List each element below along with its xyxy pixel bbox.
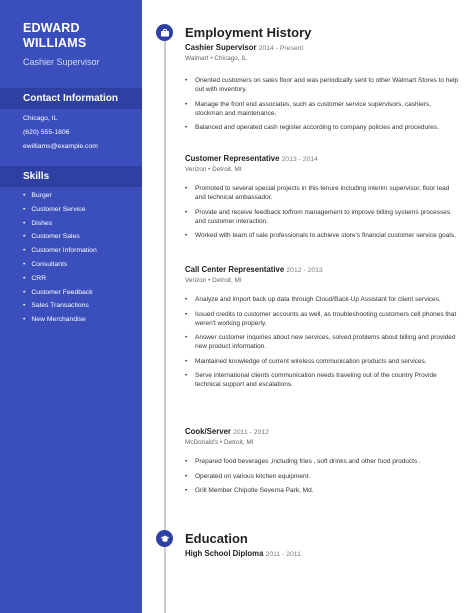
job-bullet: • Answer customer inquiries about new services, solved problems about billing and provided new product information. (185, 333, 460, 351)
education-degree: High School Diploma (185, 549, 264, 558)
job-dates: 2011 - 2012 (233, 429, 269, 436)
skill-item: • Dishes (23, 217, 97, 231)
job-location: Detroit, MI (212, 166, 242, 173)
skill-item: • Consultants (23, 258, 97, 272)
skill-item: • Sales Transactions (23, 299, 97, 313)
contact-email[interactable]: ewilliams@example.com (23, 143, 98, 150)
skill-item: • Customer Service (23, 203, 97, 217)
job-entry (185, 154, 460, 246)
separator-dot: • (208, 277, 213, 284)
job-bullet: • Worked with team of sale professionals to achieve store's financial customer service goals. (185, 231, 460, 240)
job-role: Customer Representative (185, 154, 280, 163)
separator-dot: • (210, 55, 215, 62)
graduation-cap-icon (156, 530, 173, 547)
job-bullet: • Issued credits to customer accounts as well, as troubleshooting customers cell phones that weren't working properly. (185, 310, 460, 328)
job-bullet: • Provide and receive feedback to/from management to improve billing systems processes and customer interaction. (185, 208, 460, 226)
education-entry (185, 549, 460, 560)
candidate-title: Cashier Supervisor (23, 57, 100, 67)
timeline-line (164, 32, 166, 613)
skill-item: • Customer Sales (23, 230, 97, 244)
job-company: Verizon (185, 166, 207, 173)
job-bullet: • Oriented customers on sales floor and was periodically sent to other Walmart Stores to help out with inventory. (185, 76, 460, 94)
job-location: Chicago, IL (214, 55, 247, 62)
skills-heading: Skills (0, 166, 142, 187)
job-location: Detroit, MI (223, 439, 254, 446)
job-company: Verizon (185, 277, 207, 284)
skill-item: • Customer Feedback (23, 286, 97, 300)
job-company: Walmart (185, 55, 209, 62)
job-bullet: • Prepared food beverages ,including fries , soft drinks and other food products . (185, 457, 460, 466)
job-role: Call Center Representative (185, 265, 285, 274)
job-bullets (185, 76, 460, 132)
job-entry (185, 265, 460, 395)
job-bullets (185, 457, 460, 495)
separator-dot: • (219, 439, 224, 446)
job-bullets (185, 184, 460, 240)
contact-heading: Contact Information (0, 88, 142, 109)
briefcase-icon (156, 24, 173, 41)
job-bullet: • Operated on various kitchen equipment. (185, 472, 460, 481)
contact-city: Chicago, IL (23, 115, 58, 122)
job-company: McDonald's (185, 439, 219, 446)
job-bullet: • Grill Member Chipotle Severna Park, Md. (185, 486, 460, 495)
job-bullet: • Promoted to several special projects in this tenure including interim supervisor, floor lead and technical ambassador. (185, 184, 460, 202)
job-bullet: • Serve international clients communication needs traveling out of the country Provide technical support and escalations. (185, 371, 460, 389)
job-dates: 2014 - Present (258, 45, 304, 52)
job-bullet: • Maintained knowledge of current wireless communication products and services. (185, 357, 460, 366)
skill-item: • New Merchandise (23, 313, 97, 327)
candidate-name (23, 21, 86, 51)
last-name: WILLIAMS (23, 36, 87, 50)
education-dates: 2011 - 2011 (265, 551, 301, 558)
skills-list (23, 189, 97, 327)
sidebar (0, 0, 142, 613)
job-bullet: • Manage the front end associates, such as customer service supervisors, cashiers, stockman and maintenance. (185, 100, 460, 118)
job-bullet: • Balanced and operated cash register according to company policies and procedures. (185, 123, 460, 132)
job-entry (185, 427, 460, 501)
job-entry (185, 43, 460, 138)
separator-dot: • (208, 166, 213, 173)
contact-phone: (620) 555-1806 (23, 129, 70, 136)
job-bullets (185, 295, 460, 389)
skill-item: • Burger (23, 189, 97, 203)
first-name: EDWARD (23, 21, 80, 35)
job-role: Cook/Server (185, 427, 231, 436)
job-role: Cashier Supervisor (185, 43, 257, 52)
job-dates: 2012 - 2013 (286, 267, 323, 274)
skill-item: • Customer Information (23, 244, 97, 258)
job-bullet: • Analyze and import back up data through Cloud/Back-Up Assistant for client services. (185, 295, 460, 304)
education-heading: Education (185, 531, 248, 546)
job-dates: 2013 - 2014 (281, 156, 318, 163)
employment-heading: Employment History (185, 25, 312, 40)
job-location: Detroit, MI (212, 277, 242, 284)
skill-item: • CRR (23, 272, 97, 286)
